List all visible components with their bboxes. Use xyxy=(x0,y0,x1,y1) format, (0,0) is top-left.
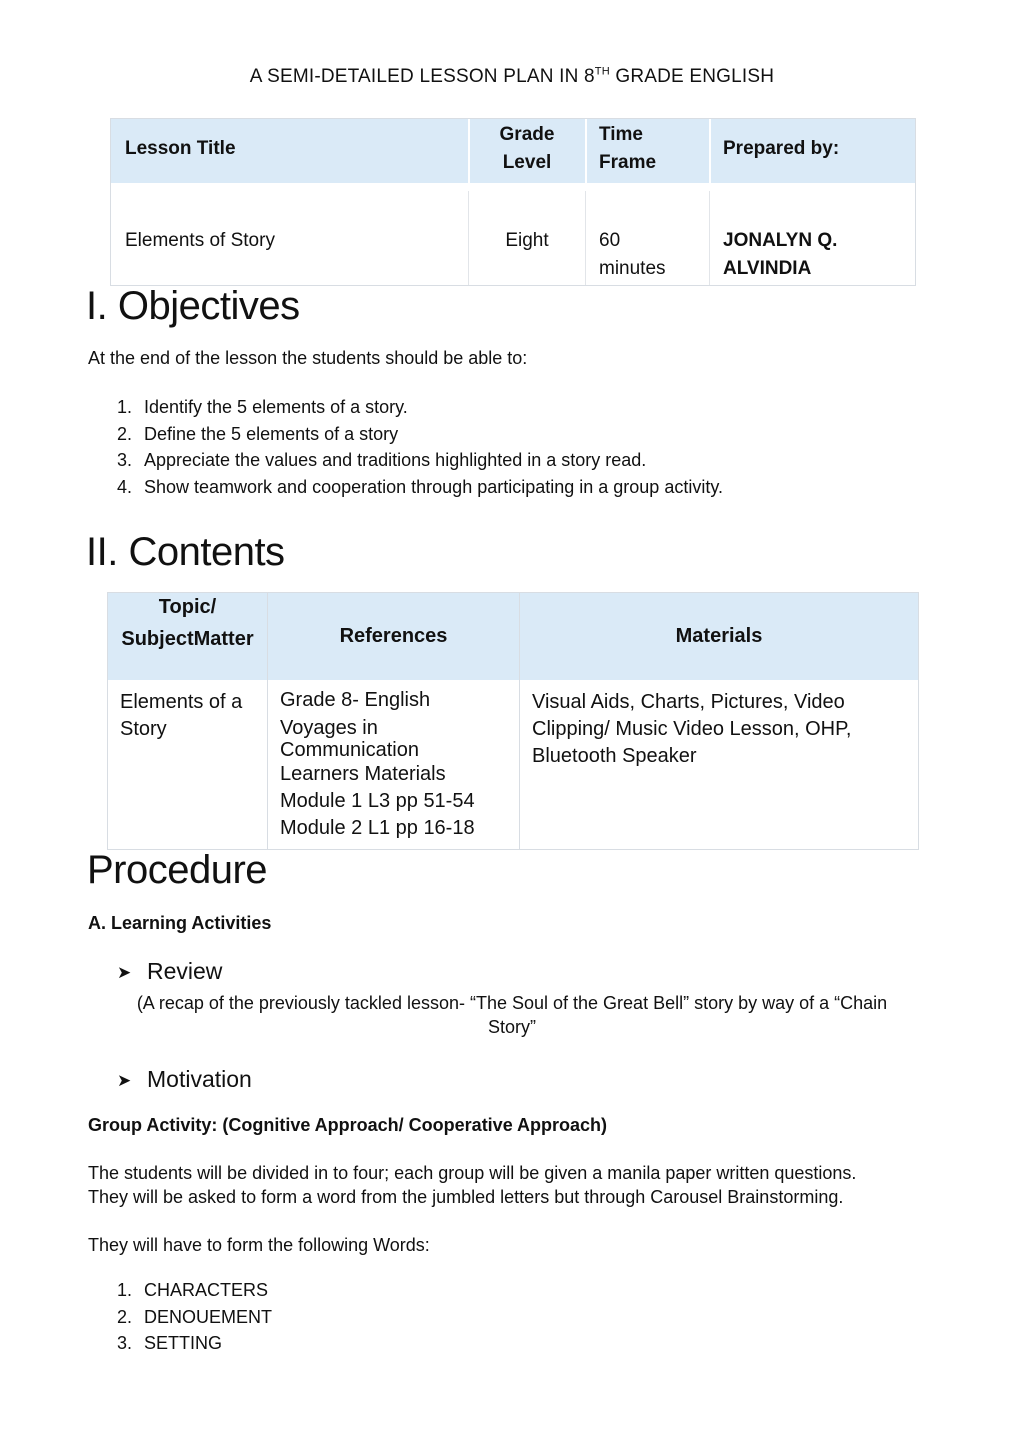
review-line2: Story” xyxy=(487,1017,536,1037)
header-grade-level xyxy=(469,121,585,177)
header-grade-line2: Level xyxy=(502,152,552,173)
paragraph-line2: They will be asked to form a word from the jumbled letters but through Carousel Brainstorming. xyxy=(88,1187,844,1207)
time-unit: minutes xyxy=(599,258,666,279)
time-value: 60 xyxy=(599,230,621,251)
reference-line: Voyages in xyxy=(280,717,378,739)
cell-prepared-by xyxy=(723,227,837,283)
arrow-bullet-icon: ➤ xyxy=(117,962,132,982)
cell-grade-level: Eight xyxy=(505,230,549,251)
cell-time-frame xyxy=(599,227,666,283)
motivation-paragraph xyxy=(88,1161,856,1209)
learning-activities-heading: A. Learning Activities xyxy=(88,913,272,933)
header-grade-line1: Grade xyxy=(499,124,555,145)
title-text-end: GRADE ENGLISH xyxy=(609,66,775,87)
title-superscript: TH xyxy=(594,65,610,78)
words-list xyxy=(100,1277,272,1357)
words-intro: They will have to form the following Words: xyxy=(88,1235,430,1255)
reference-line: Module 2 L1 pp 16-18 xyxy=(280,817,475,839)
header-references: References xyxy=(339,625,448,647)
review-description xyxy=(0,991,1024,1039)
review-line1: (A recap of the previously tackled lesson- “The Soul of the Great Bell” story by way of a “Chain xyxy=(136,993,888,1013)
header-topic xyxy=(108,591,267,655)
list-item: 3. SETTING xyxy=(116,1333,223,1353)
cell-references xyxy=(280,687,475,842)
list-item: 1. CHARACTERS xyxy=(116,1280,269,1300)
materials-line: Clipping/ Music Video Lesson, OHP, xyxy=(532,718,852,740)
cell-materials xyxy=(532,689,851,770)
header-lesson-title: Lesson Title xyxy=(125,138,236,159)
list-item: 4. Show teamwork and cooperation through participating in a group activity. xyxy=(116,476,723,497)
lesson-info-table xyxy=(110,118,916,286)
author-line1: JONALYN Q. xyxy=(723,230,838,251)
materials-line: Bluetooth Speaker xyxy=(532,745,697,767)
header-prepared-by: Prepared by: xyxy=(723,138,840,159)
arrow-bullet-icon: ➤ xyxy=(117,1070,132,1090)
motivation-label: Motivation xyxy=(147,1066,252,1092)
contents-heading: II. Contents xyxy=(86,530,285,574)
document-title xyxy=(0,66,1024,88)
title-text: A SEMI-DETAILED LESSON PLAN IN 8 xyxy=(249,66,595,87)
objectives-heading: I. Objectives xyxy=(86,284,300,328)
header-time-frame xyxy=(599,121,656,177)
motivation-bullet xyxy=(117,1066,252,1093)
list-item: 1. Identify the 5 elements of a story. xyxy=(116,397,408,417)
review-bullet xyxy=(117,958,222,985)
cell-topic xyxy=(120,689,242,743)
reference-line: Module 1 L3 pp 51-54 xyxy=(280,790,475,812)
objectives-intro: At the end of the lesson the students should be able to: xyxy=(88,348,528,368)
reference-line: Grade 8- English xyxy=(280,689,431,711)
header-topic-line2: SubjectMatter xyxy=(121,628,254,650)
list-item: 3. Appreciate the values and traditions highlighted in a story read. xyxy=(116,450,647,470)
topic-line1: Elements of a xyxy=(120,691,243,713)
materials-line: Visual Aids, Charts, Pictures, Video xyxy=(532,691,845,713)
header-topic-line1: Topic/ xyxy=(158,596,217,618)
reference-line: Learners Materials xyxy=(280,763,446,785)
paragraph-line1: The students will be divided in to four; each group will be given a manila paper written questions. xyxy=(88,1163,857,1183)
group-activity-heading: Group Activity: (Cognitive Approach/ Cooperative Approach) xyxy=(88,1115,608,1135)
header-materials: Materials xyxy=(675,625,763,647)
header-time-line1: Time xyxy=(599,124,644,145)
objectives-list xyxy=(100,394,723,500)
list-item: 2. Define the 5 elements of a story xyxy=(116,423,399,444)
list-item: 2. DENOUEMENT xyxy=(116,1306,273,1327)
cell-lesson-title: Elements of Story xyxy=(125,230,275,251)
contents-table xyxy=(107,592,919,850)
procedure-heading: Procedure xyxy=(87,848,268,892)
topic-line2: Story xyxy=(120,718,167,740)
reference-line: Communication xyxy=(280,739,419,761)
header-time-line2: Frame xyxy=(599,152,657,173)
review-label: Review xyxy=(147,958,223,984)
author-line2: ALVINDIA xyxy=(723,258,812,279)
